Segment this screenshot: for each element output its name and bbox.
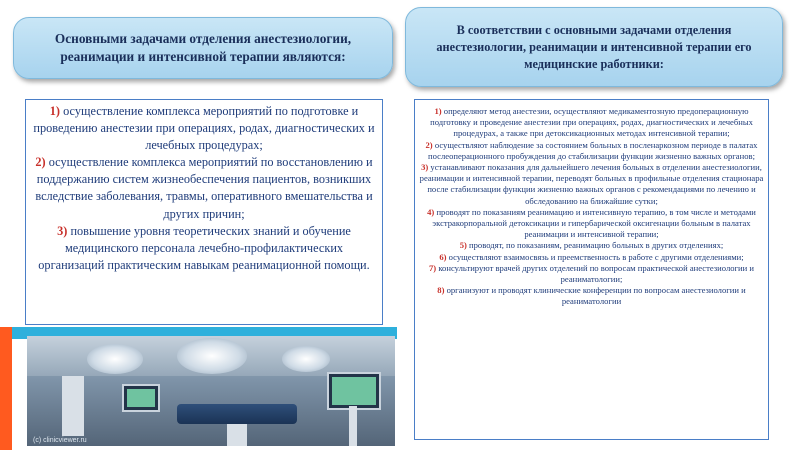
right-duty-item [419, 140, 764, 162]
left-task-item [32, 103, 376, 154]
right-duty-item [419, 240, 764, 251]
operating-room-photo [27, 336, 395, 446]
item-text: определяют метод анестезии, осуществляют медикаментозную предоперационную подготовку и проведение анестезии при операциях, родах, диагностических и лечебных процедурах, а также при детоксикационных методах интенсивной терапии; [430, 106, 753, 139]
right-duty-item [419, 162, 764, 207]
item-number: 3) [57, 223, 68, 238]
left-task-item [32, 223, 376, 274]
left-task-item [32, 154, 376, 222]
item-text: организуют и проводят клинические конференции по вопросам анестезиологии и реаниматологии [444, 285, 746, 307]
right-title-banner [405, 7, 783, 87]
right-duty-item [419, 106, 764, 140]
right-duty-item [419, 252, 764, 263]
item-number: 7) [429, 262, 437, 273]
left-title-banner [13, 17, 393, 79]
equipment-stand [349, 406, 357, 446]
right-title-text: В соответствии с основными задачами отделения анестезиологии, реанимации и интенсивной терапии его медицинские работники: [436, 22, 752, 71]
right-duty-item [419, 207, 764, 241]
medical-monitor [122, 384, 160, 412]
item-text: проводят, по показаниям, реанимацию больных в других отделениях; [466, 240, 724, 251]
monitor-screen [332, 377, 376, 405]
item-text: повышение уровня теоретических знаний и обучение медицинского персонала лечебно-профилактических организаций практическим навыкам реанимационной помощи. [38, 223, 370, 272]
medical-monitor [327, 372, 381, 410]
right-duty-item [419, 263, 764, 285]
item-number: 4) [427, 206, 435, 217]
surgical-lamp [87, 344, 143, 374]
item-number: 8) [437, 285, 445, 296]
item-text: осуществление комплекса мероприятий по подготовке и проведению анестезии при операциях, родах, диагностических и лечебных процедурах; [33, 104, 375, 153]
item-number: 5) [459, 240, 467, 251]
item-number: 6) [439, 251, 447, 262]
monitor-screen [127, 389, 155, 407]
item-text: осуществление комплекса мероприятий по восстановлению и поддержанию систем жизнеобеспечения пациентов, возникших вследствие заболевания, травмы, оперативного вмешательства и других причин; [35, 155, 373, 221]
item-number: 3) [421, 162, 429, 173]
left-tasks-box [25, 99, 383, 325]
surgical-lamp [177, 338, 247, 374]
item-number: 1) [434, 106, 442, 116]
item-text: осуществляют взаимосвязь и преемственность в работе с другими отделениями; [446, 251, 744, 262]
operating-table [177, 404, 297, 424]
item-text: устанавливают показания для дальнейшего лечения больных в отделении анестезиологии, реанимации и интенсивной терапии, переводят больных в профильные отделения стационара после стабилизации функции жизненно важных органов с рекомендациями по лечению и обследованию на ближайшие сутки; [419, 162, 764, 206]
photo-caption: (c) clinicviewer.ru [33, 437, 87, 444]
accent-bar [0, 327, 12, 450]
table-base [227, 424, 247, 446]
equipment-stand [62, 376, 84, 436]
item-number: 2) [425, 139, 433, 150]
right-duty-item [419, 285, 764, 307]
left-title-text: Основными задачами отделения анестезиологии, реанимации и интенсивной терапии являются: [54, 31, 352, 64]
surgical-lamp [282, 346, 330, 372]
item-text: проводят по показаниям реанимацию и интенсивную терапию, в том числе и методами экстракорпоральной детоксикации и гипербарической оксигенации больным в палатах реанимации и интенсивной терапии; [432, 206, 756, 240]
item-number: 2) [35, 155, 46, 170]
item-text: осуществляют наблюдение за состоянием больных в посленаркозном периоде в палатах послеоперационного пробуждения до стабилизации функции жизненно важных органов; [428, 139, 758, 161]
item-text: консультируют врачей других отделений по вопросам практической анестезиологии и реаниматологии; [436, 262, 754, 285]
item-number: 1) [49, 104, 61, 118]
right-duties-box [414, 99, 769, 440]
